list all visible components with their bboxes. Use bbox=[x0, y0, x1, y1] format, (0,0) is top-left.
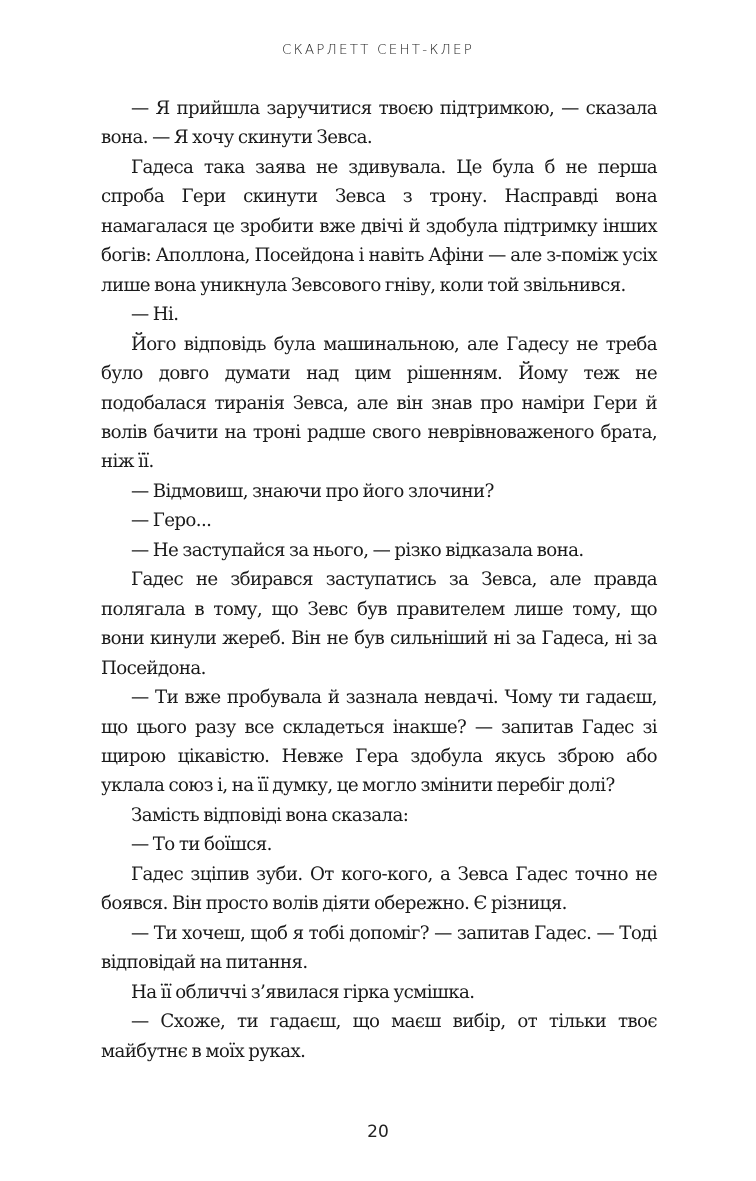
paragraph: — Я прийшла заручитися твоєю підтримкою, — сказала вона. — Я хочу скинути Зевса. bbox=[101, 98, 657, 149]
paragraph: — Геро... bbox=[131, 510, 212, 532]
running-head: СКАРЛЕТТ СЕНТ-КЛЕР bbox=[281, 42, 475, 58]
paragraph: — Не заступайся за нього, — різко відказала вона. bbox=[131, 539, 584, 561]
paragraph: — Відмовиш, знаючи про його злочини? bbox=[131, 480, 494, 502]
paragraph: На її обличчі з’явилася гірка усмішка. bbox=[131, 981, 475, 1003]
paragraph: — Схоже, ти гадаєш, що маєш вибір, от тільки твоє майбутнє в моїх руках. bbox=[101, 1011, 657, 1062]
paragraph: — Ти вже пробувала й зазнала невдачі. Чому ти гадаєш, що цього разу все складеться інакше? — запитав Гадес зі щирою цікавістю. Невже Гера здобула якусь зброю або уклала союз і, на її думку, це могло змінити перебіг долі? bbox=[101, 687, 657, 797]
paragraph: Гадес не збирався заступатись за Зевса, але правда полягала в тому, що Зевс був правителем лише тому, що вони кинули жереб. Він не був сильніший ні за Гадеса, ні за Посейдона. bbox=[101, 569, 657, 679]
paragraph: Замість відповіді вона сказала: bbox=[131, 804, 409, 826]
paragraph: — Ні. bbox=[131, 304, 179, 326]
paragraph: — Ти хочеш, щоб я тобі допоміг? — запитав Гадес. — Тоді відповідай на питання. bbox=[101, 922, 657, 974]
paragraph: Гадес зціпив зуби. От кого-кого, а Зевса Гадес точно не боявся. Він просто волів діяти обережно. Є різниця. bbox=[101, 863, 657, 915]
paragraph: Гадеса така заява не здивувала. Це була б не перша спроба Гери скинути Зевса з трону. Насправді вона намагалася це зробити вже двічі й здобула підтримку інших богів: Аполлона, Посейдона і навіть Афіни — але з-поміж усіх лише вона уникнула Зевсового гніву, коли той звільнився. bbox=[101, 156, 657, 296]
page-number: 20 bbox=[367, 1122, 389, 1142]
paragraph: — То ти боїшся. bbox=[131, 834, 272, 856]
page-body bbox=[101, 94, 657, 1066]
paragraph: Його відповідь була машинальною, але Гадесу не треба було довго думати над цим рішенням. Йому теж не подобалася тиранія Зевса, але він знав про наміри Гери й волів бачити на троні радше свого неврівноваженого брата, ніж її. bbox=[101, 333, 657, 473]
